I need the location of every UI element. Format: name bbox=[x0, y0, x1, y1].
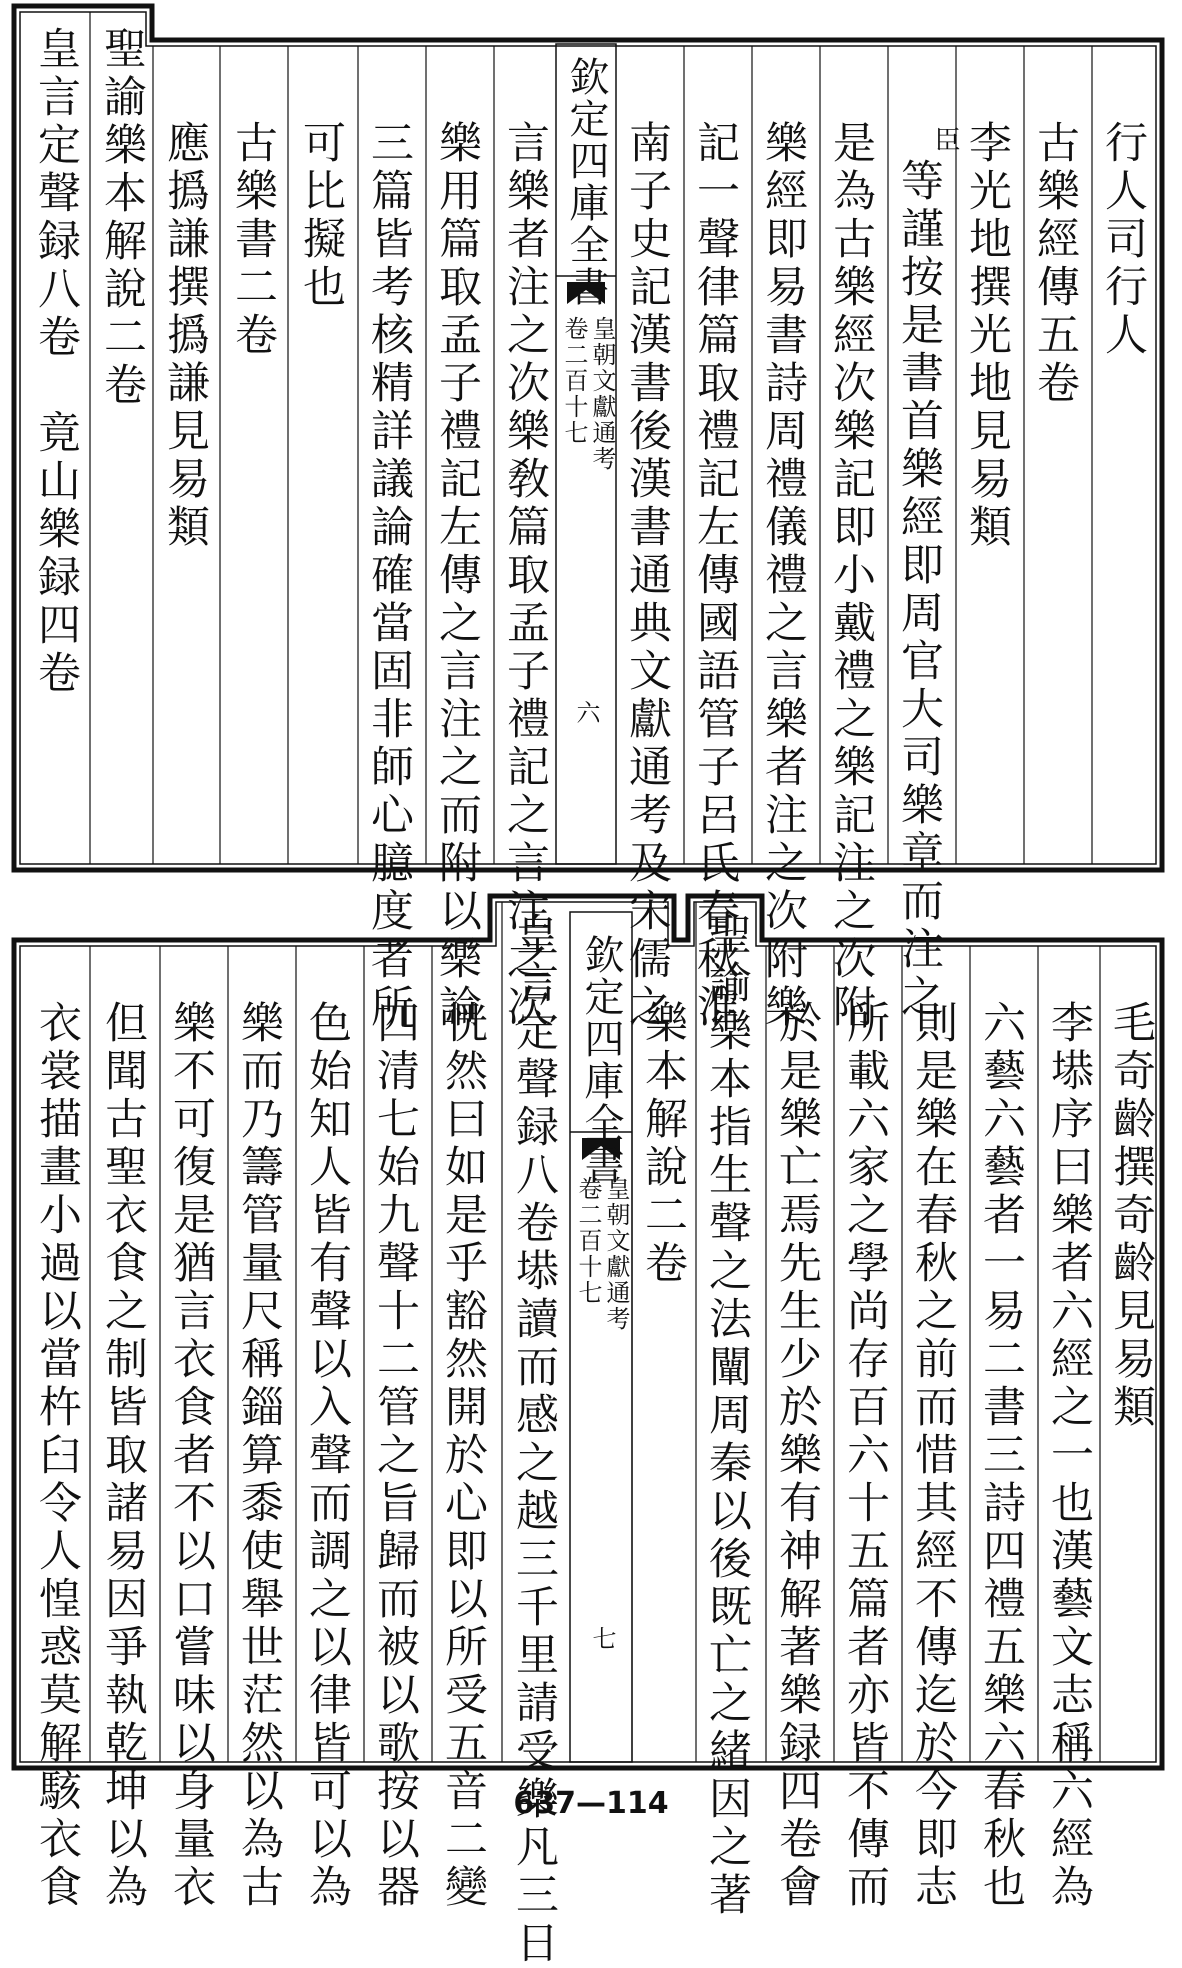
text-column: 李塨序曰樂者六經之一也漢藝文志稱六經為 bbox=[1044, 1000, 1094, 1912]
text-column: 樂不可復是猶言衣食者不以口嘗味以身量衣 bbox=[166, 1000, 216, 1912]
text-column: 皇言定聲録八卷塨讀而感之越三千里請受樂凡三日 bbox=[509, 912, 559, 1968]
text-column: 樂而乃籌管量尺稱錙算黍使舉世茫然以為古 bbox=[234, 1000, 284, 1912]
text-column: 於是樂亡焉先生少於樂有神解著樂録四卷會 bbox=[772, 1000, 822, 1912]
text-column: 記一聲律篇取禮記左傳國語管子呂氏春秋淮 bbox=[690, 120, 740, 1032]
text-column: 南子史記漢書後漢書通典文獻通考及宋儒之 bbox=[622, 120, 672, 1032]
text-column: 聖諭樂本解說二卷 bbox=[97, 26, 147, 410]
text-column: 古樂經傳五卷 bbox=[1030, 120, 1080, 408]
text-column: 古樂書二卷 bbox=[228, 120, 278, 360]
text-column: 色始知人皆有聲以入聲而調之以律皆可以為 bbox=[302, 1000, 352, 1912]
text-column: 等謹按是書首樂經即周官大司樂章而注之 bbox=[894, 158, 944, 1022]
banner-source: 皇朝文獻通考 bbox=[602, 1176, 630, 1332]
text-column: 可比擬也 bbox=[296, 120, 346, 312]
banner-leaf: 七 bbox=[588, 1626, 616, 1652]
banner-volume: 卷二百十七 bbox=[574, 1176, 602, 1306]
text-column: 所載六家之學尚存百六十五篇者亦皆不傳而 bbox=[840, 1000, 890, 1912]
text-column: 言樂者注之次樂敎篇取孟子禮記之言注之次 bbox=[500, 120, 550, 1032]
text-column: 樂本解說二卷 bbox=[638, 1000, 688, 1288]
banner-title: 欽定四庫全書 bbox=[578, 934, 624, 1186]
text-column: 衣裳描畫小過以當杵臼令人惶惑莫解駭衣食 bbox=[32, 1000, 82, 1912]
text-column: 樂經即易書詩周禮儀禮之言樂者注之次附樂 bbox=[758, 120, 808, 1032]
text-column: 行人司行人 bbox=[1098, 120, 1148, 360]
text-column: 但聞古聖衣食之制皆取諸易因爭執乾坤以為 bbox=[98, 1000, 148, 1912]
text-column: 李光地撰光地見易類 bbox=[962, 120, 1012, 552]
text-column: 毛奇齡撰奇齡見易類 bbox=[1106, 1000, 1156, 1432]
text-column: 皇言定聲録八卷 竟山樂録四卷 bbox=[31, 26, 81, 698]
text-column: 則是樂在春秋之前而惜其經不傳迄於今即志 bbox=[908, 1000, 958, 1912]
banner-title: 欽定四庫全書 bbox=[563, 56, 609, 308]
text-column: 是為古樂經次樂記即小戴禮之樂記注之次附 bbox=[826, 120, 876, 1032]
banner-volume: 卷二百十七 bbox=[560, 316, 588, 446]
text-column: 四清七始九聲十二管之旨歸而被以歌按以器 bbox=[370, 1000, 420, 1912]
text-column: 三篇皆考核精詳議論確當固非師心臆度者所 bbox=[364, 120, 414, 1032]
text-column: 應撝謙撰撝謙見易類 bbox=[160, 120, 210, 552]
text-column: 恍然曰如是乎豁然開於心即以所受五音二變 bbox=[438, 1000, 488, 1912]
banner-source: 皇朝文獻通考 bbox=[588, 316, 616, 472]
minister-mark: 臣 bbox=[930, 126, 960, 157]
text-column: 六藝六藝者一易二書三詩四禮五樂六春秋也 bbox=[976, 1000, 1026, 1912]
text-column: 聖諭樂本指生聲之法闡周秦以後既亡之緒因之著 bbox=[702, 912, 752, 1920]
banner-leaf: 六 bbox=[572, 700, 600, 726]
text-column: 樂用篇取孟子禮記左傳之言注之而附以樂論 bbox=[432, 120, 482, 1032]
page-folio-number: 637—114 bbox=[513, 1786, 669, 1821]
